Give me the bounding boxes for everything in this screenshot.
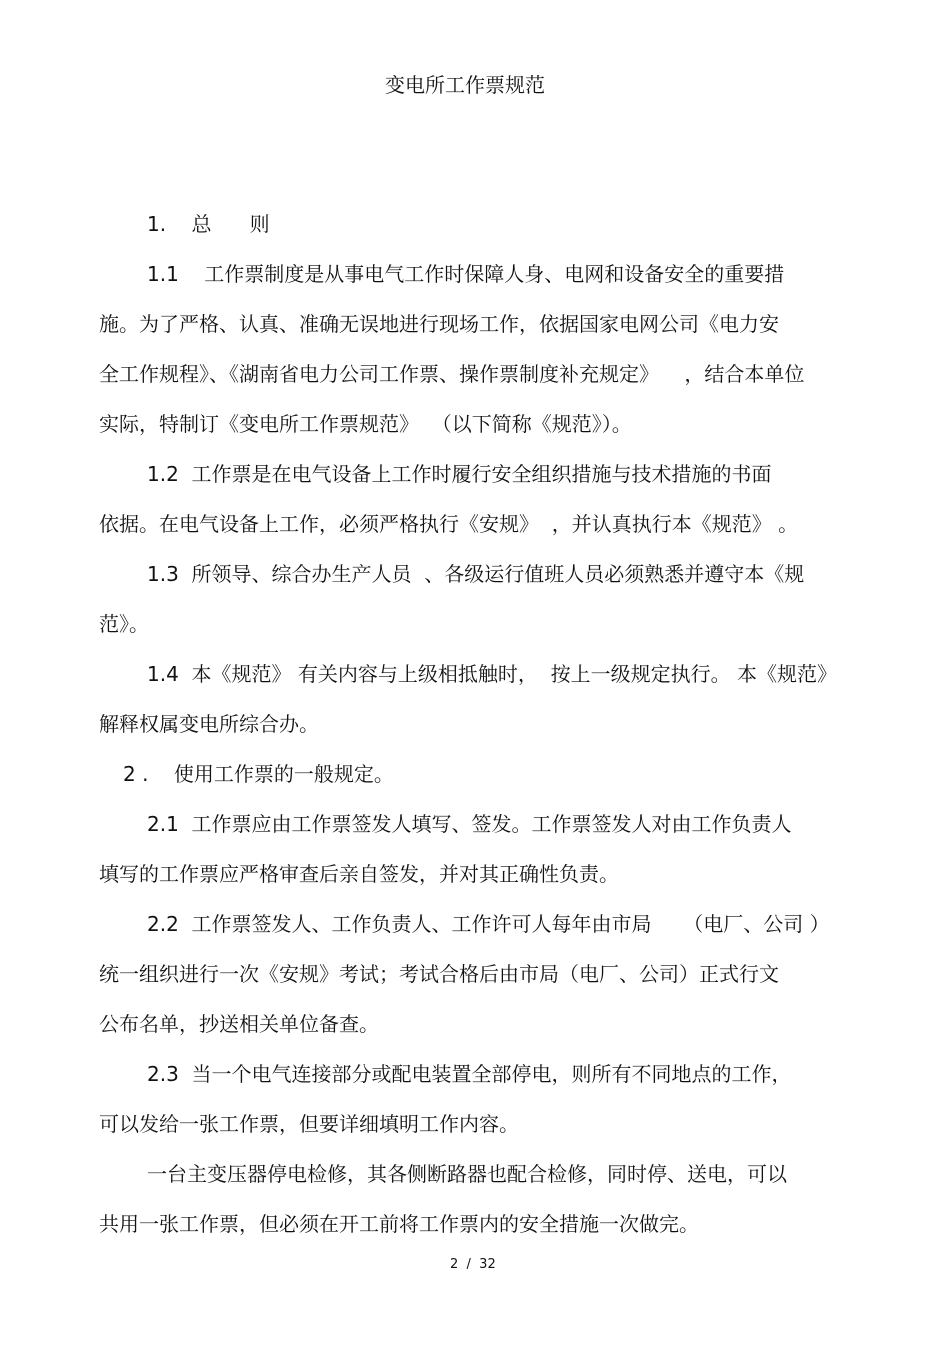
- paragraph-line: 2.1 工作票应由工作票签发人填写、签发。工作票签发人对由工作负责人: [147, 812, 792, 836]
- page-number: 2 / 32: [450, 1257, 496, 1272]
- section-1-heading: 1. 总 则: [147, 212, 270, 236]
- paragraph-line: 一台主变压器停电检修，其各侧断路器也配合检修，同时停、送电，可以: [147, 1162, 787, 1186]
- paragraph-line: 实际，特制订《变电所工作票规范》 （以下简称《规范》）。: [99, 412, 632, 436]
- paragraph-line: 1.3 所领导、综合办生产人员 、各级运行值班人员必须熟悉并遵守本《规: [147, 562, 805, 586]
- paragraph-line: 1.1 工作票制度是从事电气工作时保障人身、电网和设备安全的重要措: [147, 262, 785, 286]
- page-title: 变电所工作票规范: [385, 73, 545, 97]
- paragraph-line: 共用一张工作票，但必须在开工前将工作票内的安全措施一次做完。: [99, 1212, 699, 1236]
- paragraph-line: 范》。: [99, 612, 149, 636]
- paragraph-line: 1.2 工作票是在电气设备上工作时履行安全组织措施与技术措施的书面: [147, 462, 772, 486]
- paragraph-line: 公布名单，抄送相关单位备查。: [99, 1012, 379, 1036]
- paragraph-line: 2.3 当一个电气连接部分或配电装置全部停电，则所有不同地点的工作，: [147, 1062, 792, 1086]
- paragraph-line: 2.2 工作票签发人、工作负责人、工作许可人每年由市局 （电厂、公司 ）: [147, 912, 830, 936]
- paragraph-line: 解释权属变电所综合办。: [99, 712, 319, 736]
- paragraph-line: 全工作规程》、《湖南省电力公司工作票、操作票制度补充规定》 ，结合本单位: [99, 362, 805, 386]
- paragraph-line: 统一组织进行一次《安规》考试；考试合格后由市局（电厂、公司）正式行文: [99, 962, 779, 986]
- paragraph-line: 施。为了严格、认真、准确无误地进行现场工作，依据国家电网公司《电力安: [99, 312, 779, 336]
- paragraph-line: 依据。在电气设备上工作，必须严格执行《安规》 ，并认真执行本《规范》 。: [99, 512, 799, 536]
- section-2-heading: 2 . 使用工作票的一般规定。: [123, 762, 394, 786]
- paragraph-line: 可以发给一张工作票，但要详细填明工作内容。: [99, 1112, 519, 1136]
- paragraph-line: 1.4 本《规范》 有关内容与上级相抵触时， 按上一级规定执行。 本《规范》: [147, 662, 837, 686]
- paragraph-line: 填写的工作票应严格审查后亲自签发，并对其正确性负责。: [99, 862, 619, 886]
